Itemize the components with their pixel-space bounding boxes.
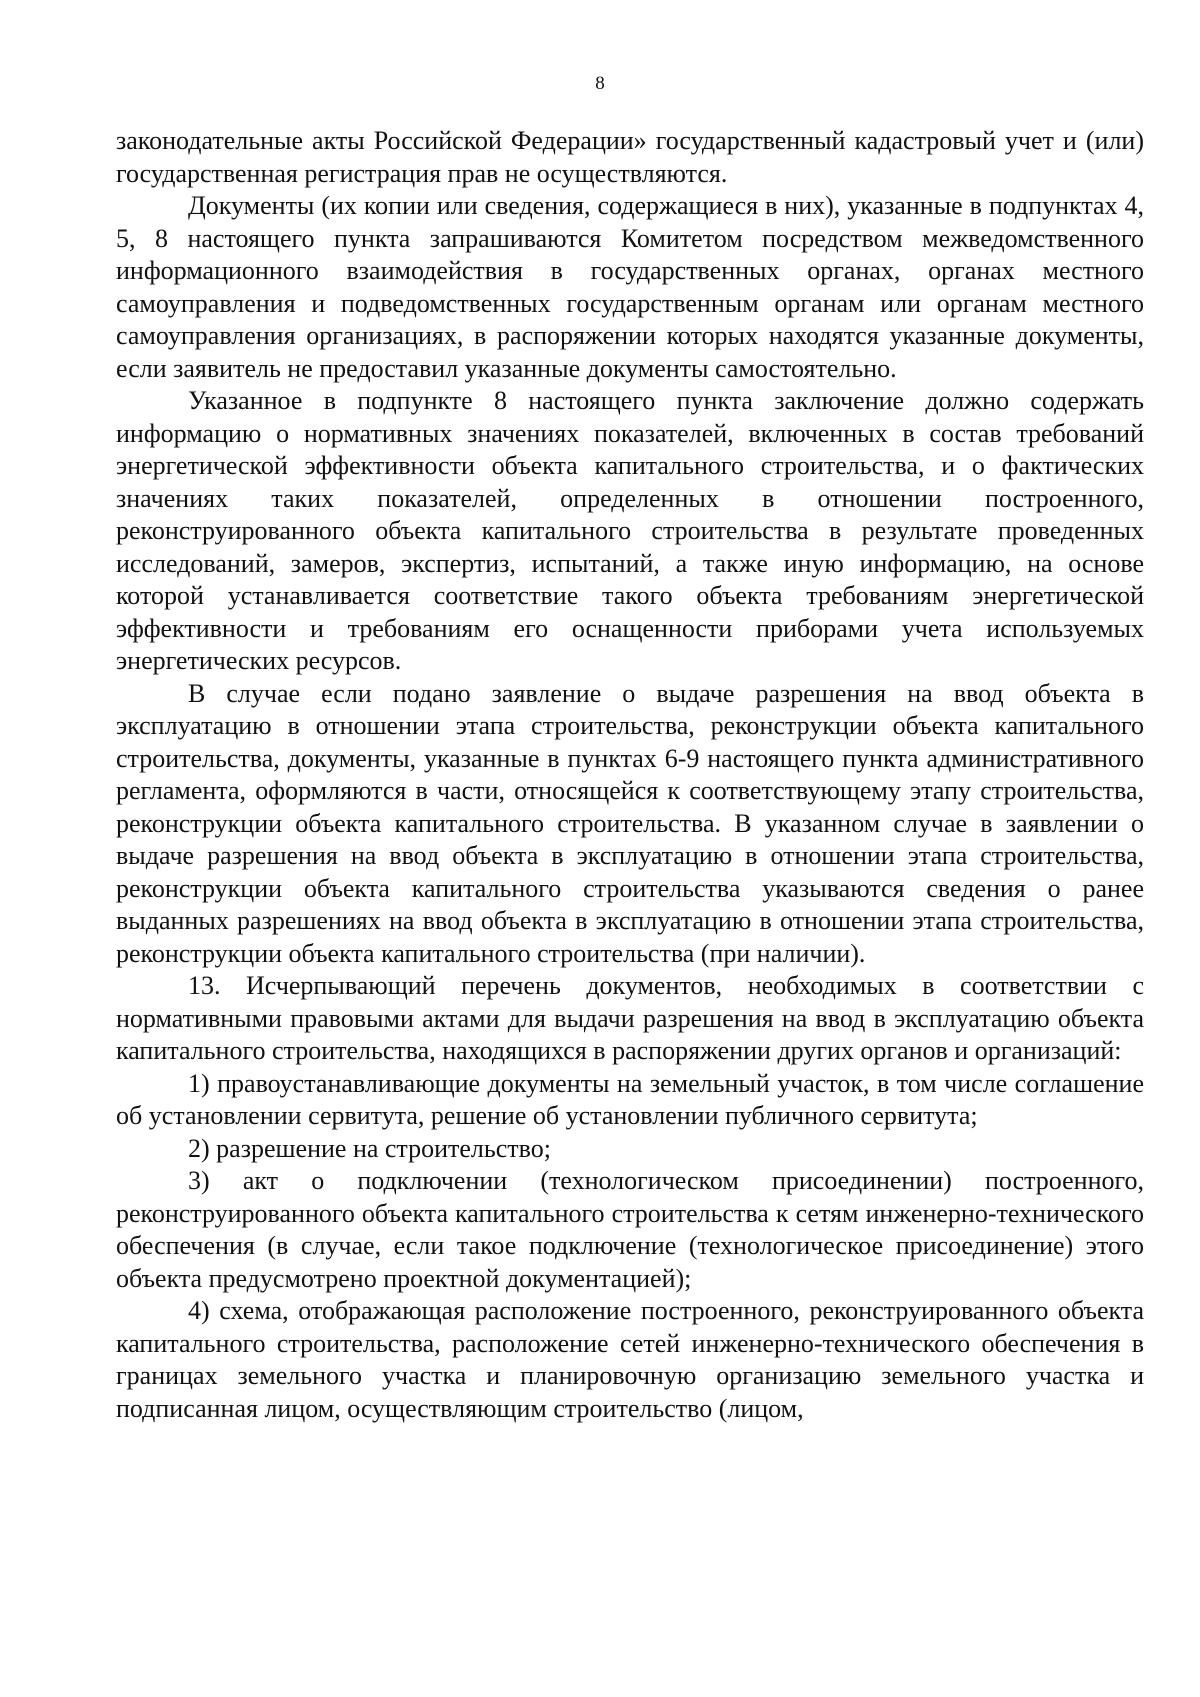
- paragraph: 13. Исчерпывающий перечень документов, необходимых в соответствии с нормативными правовыми актами для выдачи разрешения на ввод в эксплуатацию объекта капитального строительства, находящихся в распоряжении других органов и организаций:: [116, 971, 1144, 1065]
- page-number: 8: [595, 73, 605, 94]
- paragraph: 2) разрешение на строительство;: [188, 1133, 551, 1163]
- paragraph: Документы (их копии или сведения, содержащиеся в них), указанные в подпунктах 4, 5, 8 настоящего пункта запрашиваются Комитетом посредством межведомственного информационного взаимодействия в государственных органах, органах местного самоуправления и подведомственных государственным органам или органам местного самоуправления организациях, в распоряжении которых находятся указанные документы, если заявитель не предоставил указанные документы самостоятельно.: [116, 191, 1144, 383]
- document-body: [116, 125, 1144, 1425]
- paragraph: Указанное в подпункте 8 настоящего пункта заключение должно содержать информацию о нормативных значениях показателей, включенных в состав требований энергетической эффективности объекта капитального строительства, и о фактических значениях таких показателей, определенных в отношении построенного, реконструированного объекта капитального строительства в результате проведенных исследований, замеров, экспертиз, испытаний, а также иную информацию, на основе которой устанавливается соответствие такого объекта требованиям энергетической эффективности и требованиям его оснащенности приборами учета используемых энергетических ресурсов.: [116, 386, 1144, 675]
- paragraph: 3) акт о подключении (технологическом присоединении) построенного, реконструированного объекта капитального строительства к сетям инженерно-технического обеспечения (в случае, если такое подключение (технологическое присоединение) этого объекта предусмотрено проектной документацией);: [116, 1166, 1144, 1293]
- paragraph: 1) правоустанавливающие документы на земельный участок, в том числе соглашение об установлении сервитута, решение об установлении публичного сервитута;: [116, 1068, 1144, 1130]
- paragraph: 4) схема, отображающая расположение построенного, реконструированного объекта капитального строительства, расположение сетей инженерно-технического обеспечения в границах земельного участка и планировочную организацию земельного участка и подписанная лицом, осуществляющим строительство (лицом,: [116, 1296, 1144, 1423]
- paragraph: законодательные акты Российской Федерации» государственный кадастровый учет и (или) государственная регистрация прав не осуществляются.: [116, 126, 1144, 188]
- paragraph: В случае если подано заявление о выдаче разрешения на ввод объекта в эксплуатацию в отношении этапа строительства, реконструкции объекта капитального строительства, документы, указанные в пунктах 6-9 настоящего пункта административного регламента, оформляются в части, относящейся к соответствующему этапу строительства, реконструкции объекта капитального строительства. В указанном случае в заявлении о выдаче разрешения на ввод объекта в эксплуатацию в отношении этапа строительства, реконструкции объекта капитального строительства указываются сведения о ранее выданных разрешениях на ввод объекта в эксплуатацию в отношении этапа строительства, реконструкции объекта капитального строительства (при наличии).: [116, 678, 1144, 968]
